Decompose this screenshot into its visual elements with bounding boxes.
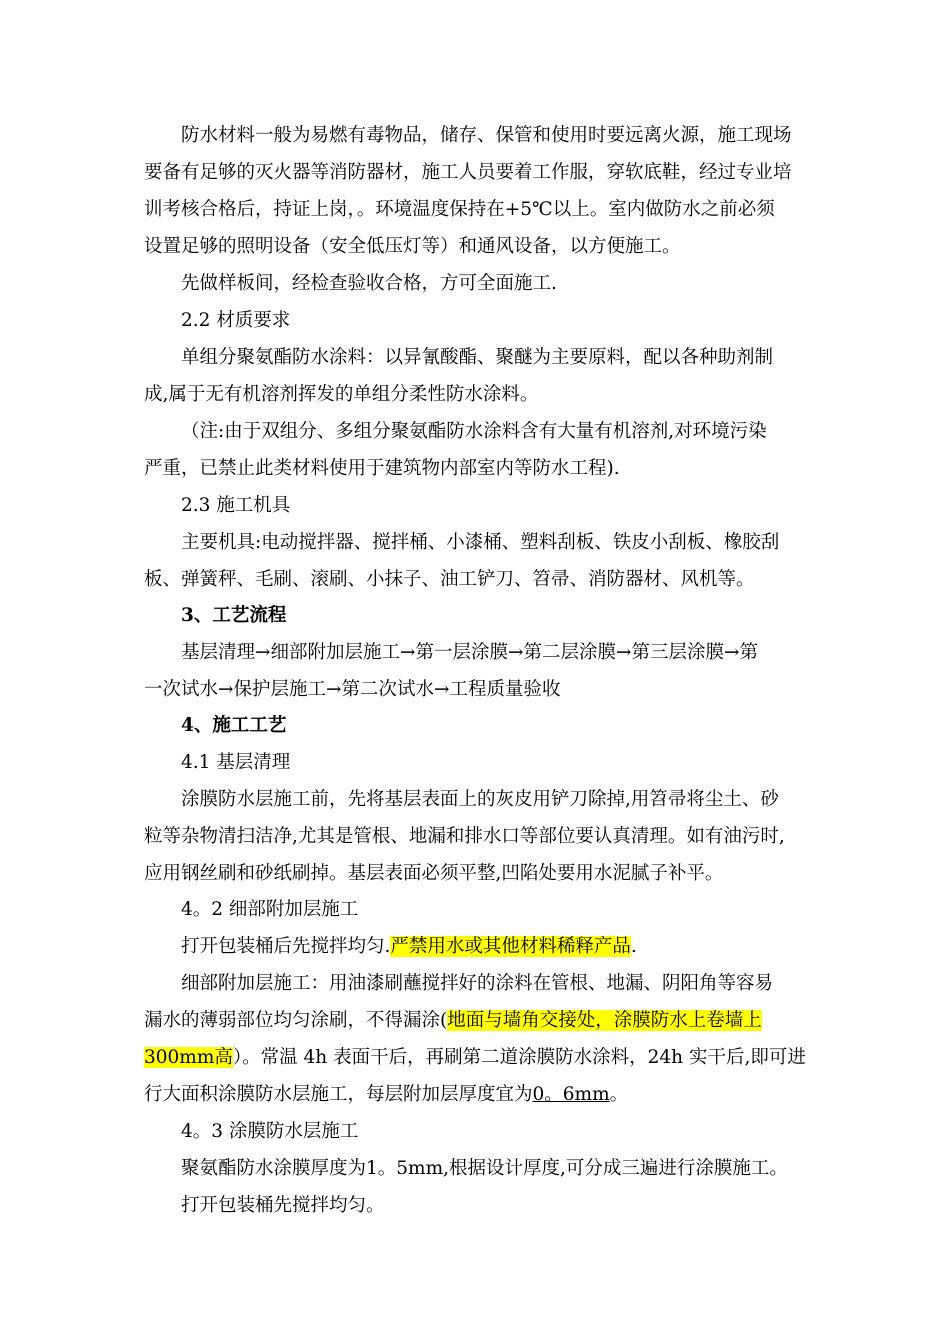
para-safety-line-4: 设置足够的照明设备（安全低压灯等）和通风设备，以方便施工。: [144, 236, 681, 257]
highlight-wall-corner: 地面与墙角交接处，涂膜防水上卷墙上: [447, 1010, 762, 1031]
para-base-line-1: 涂膜防水层施工前，先将基层表面上的灰皮用铲刀除掉,用笤帚将尘土、砂: [181, 789, 779, 810]
para-detail-line-4: [144, 1082, 824, 1108]
para-sample-room: 先做样板间，经检查验收合格，方可全面施工.: [181, 273, 557, 294]
para-detail-line-2-text: 漏水的薄弱部位均匀涂刷，不得漏涂(: [144, 1010, 448, 1031]
para-tools-line-1: 主要机具:电动搅拌器、搅拌桶、小漆桶、塑料刮板、铁皮小刮板、橡胶刮: [181, 532, 780, 553]
para-detail-line-2: [144, 1008, 824, 1034]
para-safety-line-2: 要备有足够的灭火器等消防器材，施工人员要着工作服，穿软底鞋，经过专业培: [144, 162, 792, 183]
para-safety-line-3: 训考核合格后，持证上岗，。环境温度保持在+5℃以上。室内做防水之前必须: [144, 199, 775, 220]
underlined-thickness: 0。6mm: [532, 1084, 610, 1105]
para-tools-line-2: 板、弹簧秤、毛刷、滚刷、小抹子、油工铲刀、笤帚、消防器材、风机等。: [144, 569, 755, 590]
para-note-line-1: （注:由于双组分、多组分聚氨酯防水涂料含有大量有机溶剂,对环境污染: [181, 421, 767, 442]
para-stir-text: 打开包装桶后先搅拌均匀.: [181, 936, 391, 957]
heading-2-3: 2.3 施工机具: [181, 495, 291, 516]
para-flow-line-1: 基层清理→细部附加层施工→第一层涂膜→第二层涂膜→第三层涂膜→第: [181, 642, 759, 663]
para-stir-period: .: [630, 936, 637, 957]
para-open-bucket: 打开包装桶先搅拌均匀。: [181, 1195, 385, 1216]
heading-2-2: 2.2 材质要求: [181, 310, 291, 331]
heading-3: 3、工艺流程: [181, 605, 287, 626]
para-flow-line-2: 一次试水→保护层施工→第二次试水→工程质量验收: [144, 679, 561, 700]
para-safety-line-1: 防水材料一般为易燃有毒物品，储存、保管和使用时要远离火源，施工现场: [181, 125, 792, 146]
highlight-no-dilution: 严禁用水或其他材料稀释产品: [390, 936, 631, 957]
heading-4-2: 4。2 细部附加层施工: [181, 899, 359, 920]
heading-4-3: 4。3 涂膜防水层施工: [181, 1121, 359, 1142]
para-base-line-2: 粒等杂物清扫洁净,尤其是管根、地漏和排水口等部位要认真清理。如有油污时,: [144, 826, 785, 847]
heading-4: 4、施工工艺: [181, 715, 287, 736]
para-detail-line-4-end: 。: [609, 1084, 629, 1105]
para-thickness: 聚氨酯防水涂膜厚度为1。5mm,根据设计厚度,可分成三遍进行涂膜施工。: [181, 1158, 788, 1179]
para-detail-line-3: [144, 1045, 824, 1071]
para-detail-line-1: 细部附加层施工：用油漆刷蘸搅拌好的涂料在管根、地漏、阴阳角等容易: [181, 973, 774, 994]
para-base-line-3: 应用钢丝刷和砂纸刷掉。基层表面必须平整,凹陷处要用水泥腻子补平。: [144, 863, 724, 884]
para-stir: [181, 934, 821, 960]
highlight-300mm: 300mm高: [144, 1047, 233, 1068]
para-note-line-2: 严重，已禁止此类材料使用于建筑物内部室内等防水工程).: [144, 458, 620, 479]
para-material-line-2: 成,属于无有机溶剂挥发的单组分柔性防水涂料。: [144, 384, 539, 405]
para-detail-line-4-text: 行大面积涂膜防水层施工，每层附加层厚度宜为: [144, 1084, 533, 1105]
para-detail-line-3-text: ）。常温 4h 表面干后，再刷第二道涂膜防水涂料，24h 实干后,即可进: [232, 1047, 806, 1068]
heading-4-1: 4.1 基层清理: [181, 752, 291, 773]
para-material-line-1: 单组分聚氨酯防水涂料：以异氰酸酯、聚醚为主要原料，配以各种助剂制: [181, 347, 774, 368]
